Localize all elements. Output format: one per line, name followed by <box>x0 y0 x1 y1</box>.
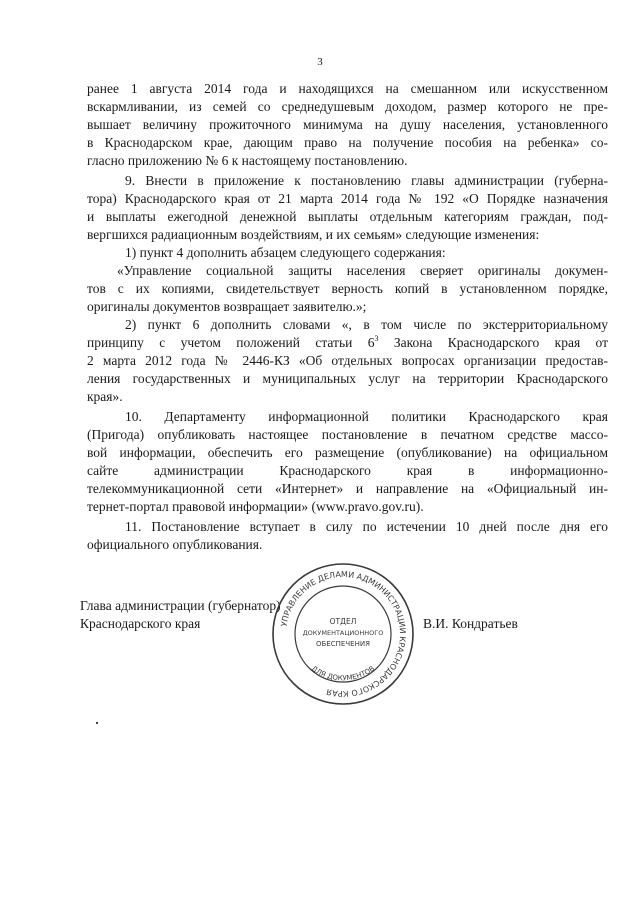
scan-speck <box>96 722 98 724</box>
text-line: тернет-портал правовой информации» (www.pravo.gov.ru). <box>87 499 424 514</box>
official-stamp <box>268 559 418 709</box>
quote-line: оригиналы документов возвращает заявителю.»; <box>87 299 367 314</box>
text-line: тора) Краснодарского края от 21 марта 2014 года № 192 «О Порядке назначения <box>87 191 608 206</box>
text-line: гласно приложению № 6 к настоящему постановлению. <box>87 153 408 168</box>
article-reference-text: принципу с учетом положений статьи 6 <box>87 335 375 350</box>
signatory-position-line1: Глава администрации (губернатор) <box>80 598 281 613</box>
text-line: сайте администрации Краснодарского края в информационно- <box>87 463 608 478</box>
text-line: ления государственных и муниципальных услуг на территории Краснодарского <box>87 371 608 386</box>
stamp-center-line2: ДОКУМЕНТАЦИОННОГО <box>302 629 384 637</box>
text-line: официального опубликования. <box>87 537 263 552</box>
text-line: вскармливании, из семей со среднедушевым доходом, размер которого не пре- <box>87 99 608 114</box>
stamp-center-line3: ОБЕСПЕЧЕНИЯ <box>316 640 370 648</box>
signatory-position-line2: Краснодарского края <box>80 616 201 631</box>
page-number: 3 <box>317 56 323 68</box>
item-11-line: 11. Постановление вступает в силу по истечении 10 дней после дня его <box>125 519 608 534</box>
document-body <box>87 80 608 554</box>
article-reference-line <box>87 334 608 352</box>
article-superscript: 3 <box>374 334 379 343</box>
stamp-center-line1: ОТДЕЛ <box>329 617 357 626</box>
item-9-line: 9. Внести в приложение к постановлению главы администрации (губерна- <box>125 173 608 188</box>
text-line: (Пригода) опубликовать настоящее постановление в печатном средстве массо- <box>87 427 608 442</box>
text-line: ранее 1 августа 2014 года и находящихся на смешанном или искусственном <box>87 81 608 96</box>
stamp-ring-text: УПРАВЛЕНИЕ ДЕЛАМИ АДМИНИСТРАЦИИ КРАСНОДАРСКОГО КРАЯ <box>279 569 408 699</box>
article-reference-suffix: Закона Краснодарского края от <box>378 335 608 350</box>
text-line: 2 марта 2012 года № 2446-КЗ «Об отдельных вопросах организации предостав- <box>87 353 608 368</box>
text-line: вышает величину прожиточного минимума на душу населения, установленного <box>87 117 608 132</box>
subitem-2-line: 2) пункт 6 дополнить словами «, в том числе по экстерриториальному <box>125 317 608 332</box>
text-line: телекоммуникационной сети «Интернет» и направление на «Официальный ин- <box>87 481 608 496</box>
text-line: и выплаты ежегодной денежной выплаты отдельным категориям граждан, под- <box>87 209 608 224</box>
text-line: края». <box>87 389 123 404</box>
quote-line: тов с их копиями, свидетельствует верность копий в установленном порядке, <box>87 281 608 296</box>
subitem-1-line: 1) пункт 4 дополнить абзацем следующего содержания: <box>125 245 446 260</box>
text-line: в Краснодарском крае, дающим право на получение пособия на ребенка» со- <box>87 135 608 150</box>
quote-line: «Управление социальной защиты населения сверяет оригиналы докумен- <box>117 263 608 278</box>
signatory-name: В.И. Кондратьев <box>423 616 518 631</box>
stamp-bottom-text: ДЛЯ ДОКУМЕНТОВ <box>309 664 377 683</box>
item-10-line: 10. Департаменту информационной политики Краснодарского края <box>125 409 608 424</box>
text-line: вергшихся радиационным воздействиям, и их семьям» следующие изменения: <box>87 227 540 242</box>
text-line: вой информации, обеспечить его размещение (опубликование) на официальном <box>87 445 608 460</box>
